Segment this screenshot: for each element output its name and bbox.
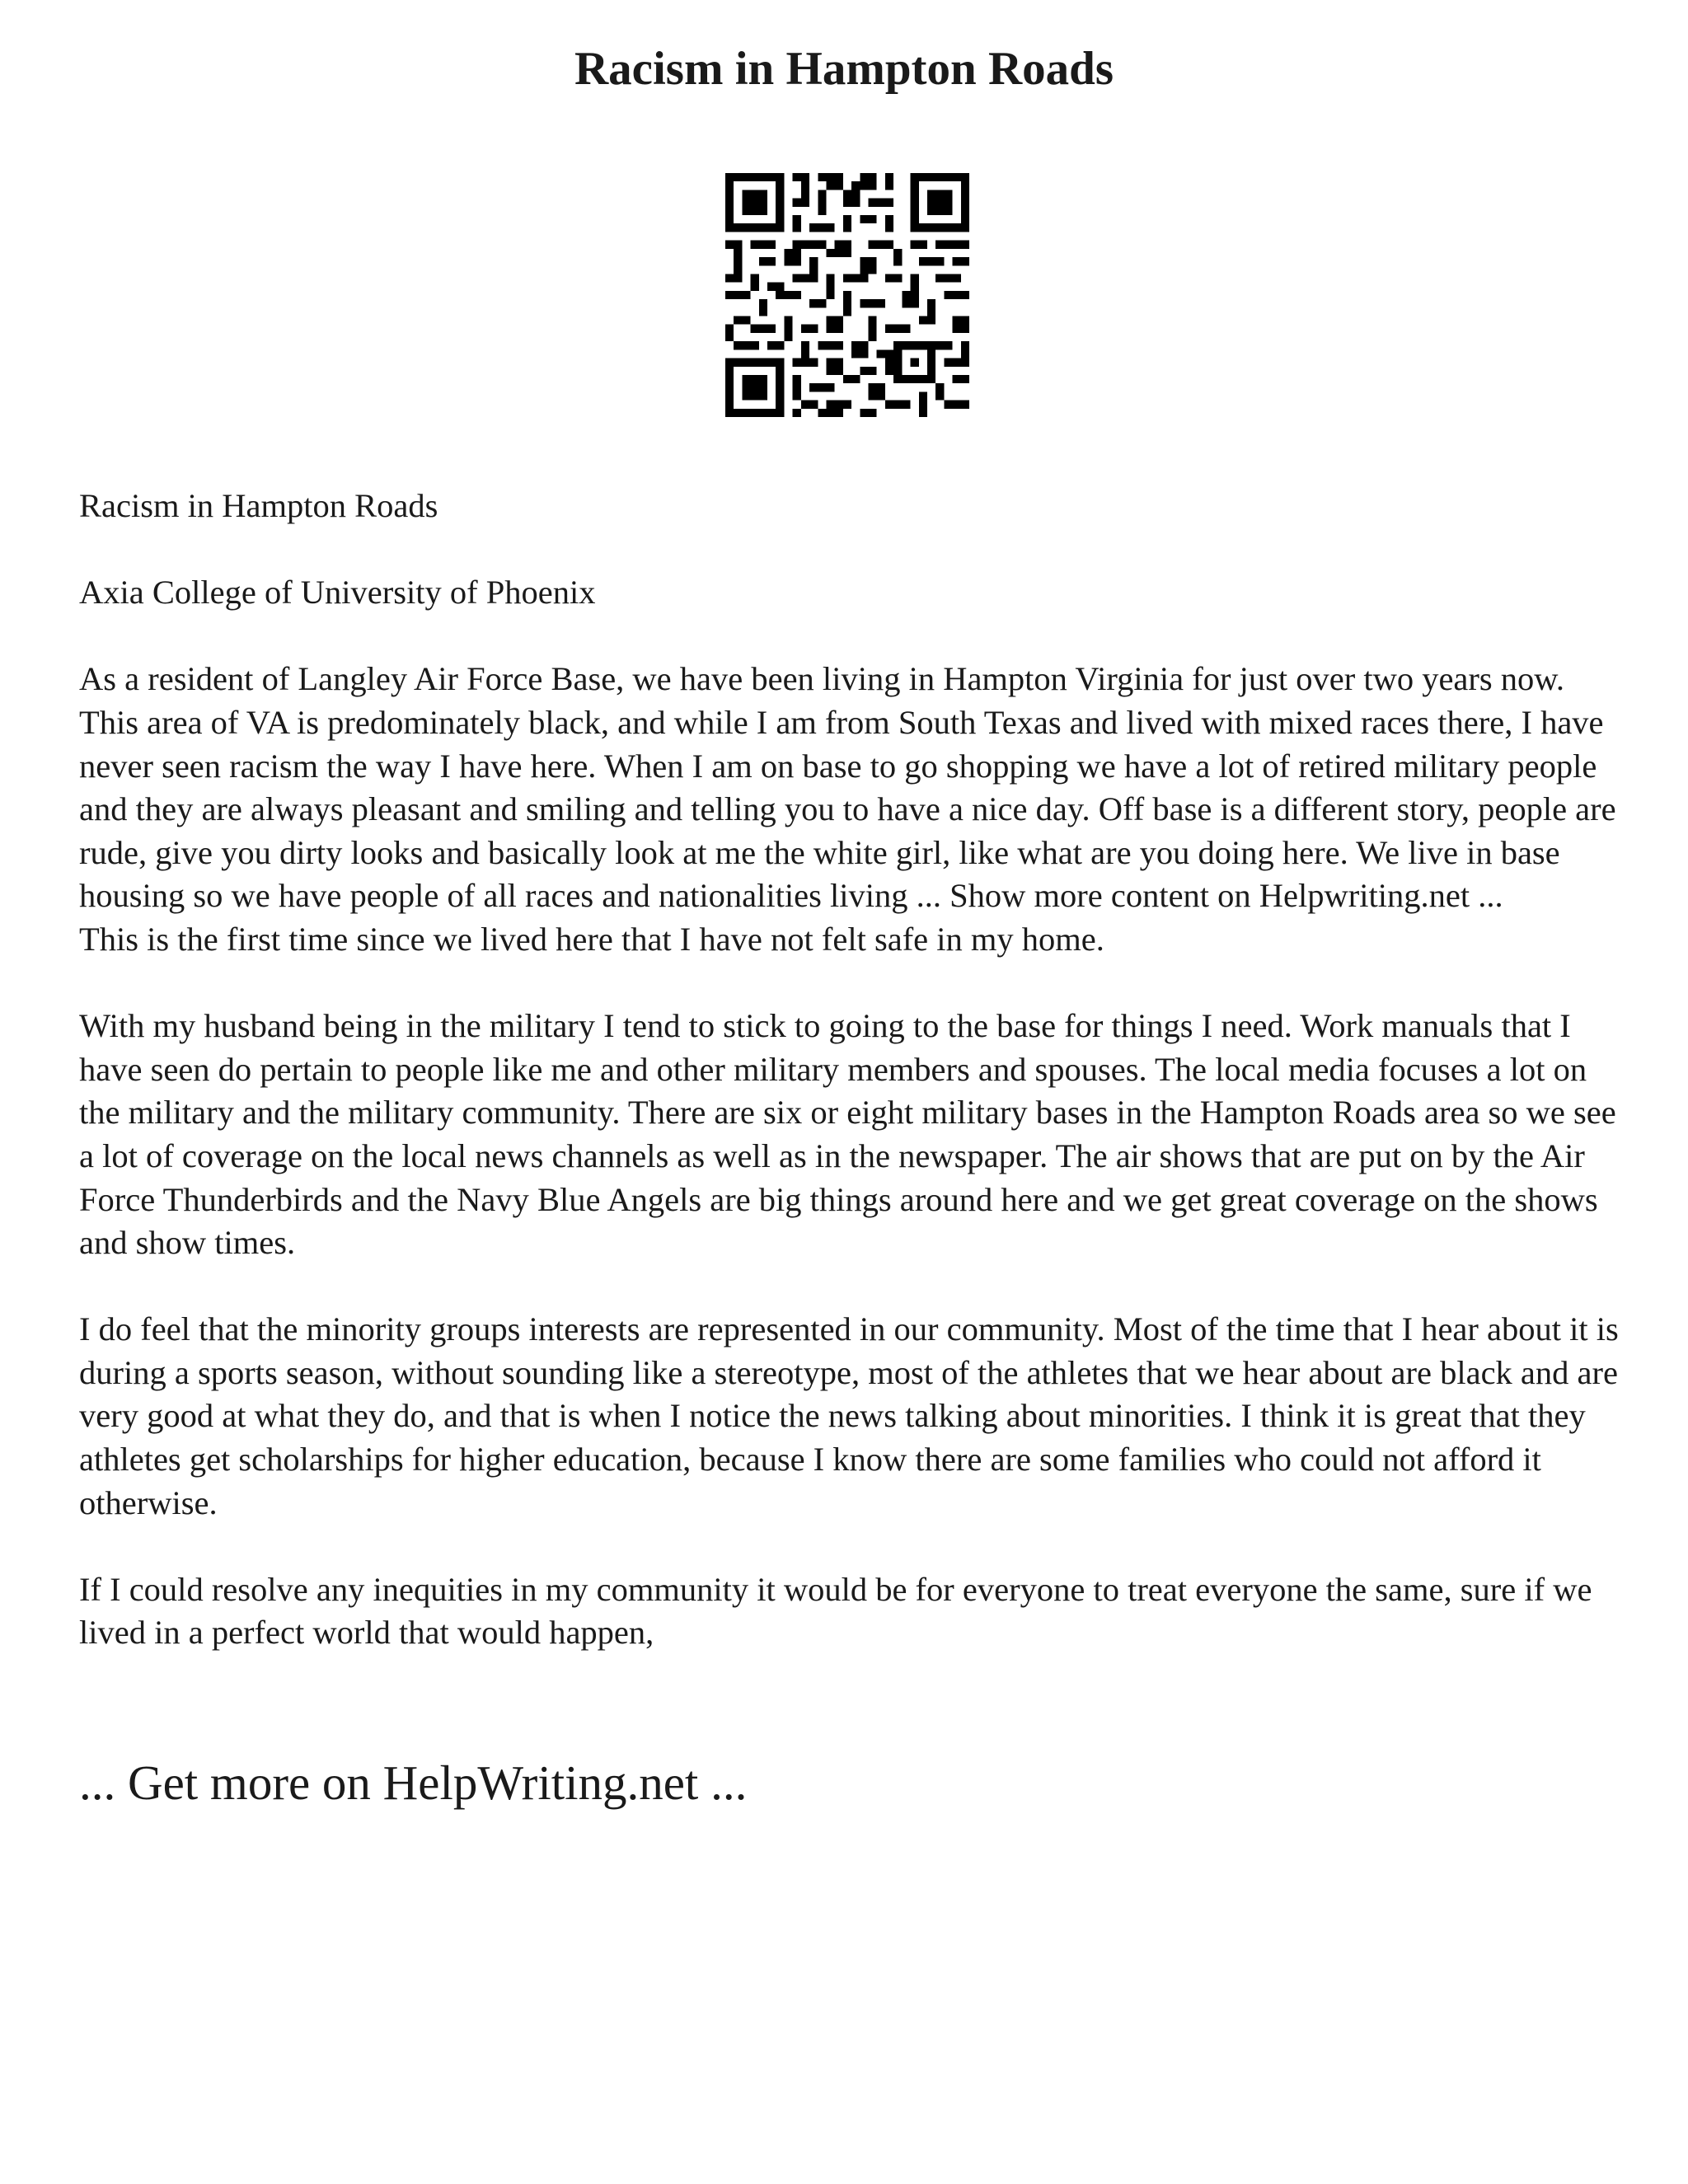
- paragraph-3: I do feel that the minority groups interests are represented in our community. Most of the time that I hear about it is during a sports season, without sounding like a stereotype, most of the athletes that we hear about are black and are very good at what they do, and that is when I notice the news talking about minorities. I think it is great that they athletes get scholarships for higher education, because I know there are some families who could not afford it otherwise.: [79, 1310, 1619, 1521]
- document-institution: Axia College of University of Phoenix: [79, 574, 596, 612]
- qr-code-graphic: [725, 173, 969, 417]
- paragraph-4: If I could resolve any inequities in my community it would be for everyone to treat everyone the same, sure if we lived in a perfect world that would happen,: [79, 1570, 1592, 1652]
- document-body: [79, 485, 1629, 1655]
- qr-code-icon: [725, 173, 969, 417]
- paragraph-1: As a resident of Langley Air Force Base, we have been living in Hampton Virginia for just over two years now. This area of VA is predominately black, and while I am from South Texas and lived with mixed races there, I have never seen racism the way I have here. When I am on base to go shopping we have a lot of retired military people and they are always pleasant and smiling and telling you to have a nice day. Off base is a different story, people are rude, give you dirty looks and basically look at me the white girl, like what are you doing here. We live in base housing so we have people of all races and nationalities living ... Show more content on Helpwriting.net ...: [79, 660, 1616, 915]
- paragraph-1b: This is the first time since we lived here that I have not felt safe in my home.: [79, 920, 1104, 958]
- page-title: Racism in Hampton Roads: [574, 43, 1114, 95]
- paragraph-2: With my husband being in the military I tend to stick to going to the base for things I need. Work manuals that I have seen do pertain to people like me and other military members and spouses. The local media focuses a lot on the military and the military community. There are six or eight military bases in the Hampton Roads area so we see a lot of coverage on the local news channels as well as in the newspaper. The air shows that are put on by the Air Force Thunderbirds and the Navy Blue Angels are big things around here and we get great coverage on the shows and show times.: [79, 1007, 1616, 1262]
- document-subtitle: Racism in Hampton Roads: [79, 487, 438, 524]
- get-more-link[interactable]: ... Get more on HelpWriting.net ...: [79, 1755, 748, 1810]
